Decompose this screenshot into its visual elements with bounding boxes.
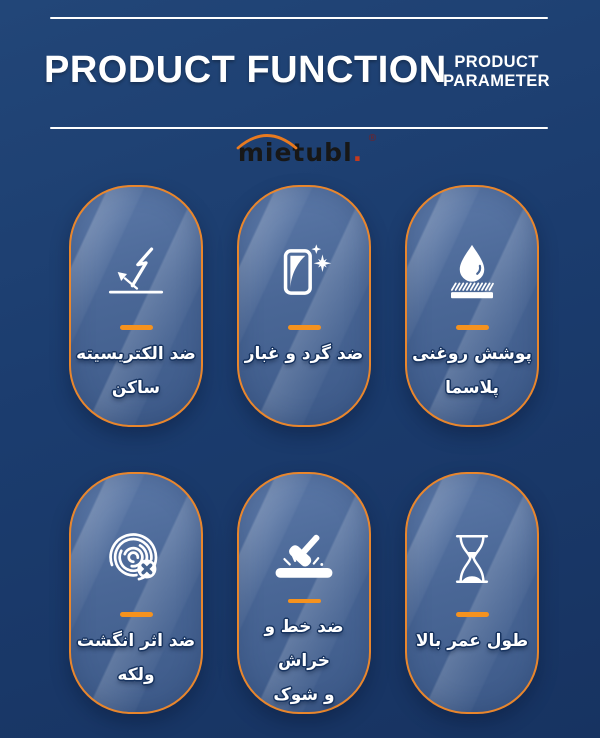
card-plasma-oil-coating — [405, 185, 539, 427]
anti-static-icon — [103, 246, 169, 298]
logo-text: mietubl — [237, 138, 353, 167]
card-divider — [288, 599, 321, 603]
card-label: ضد گرد و غبار — [244, 344, 364, 364]
card-anti-scratch-shock — [237, 472, 371, 714]
card-divider — [456, 612, 489, 617]
card-long-lifespan — [405, 472, 539, 714]
header-subtitle — [443, 53, 550, 91]
anti-fingerprint-icon — [107, 530, 165, 588]
card-divider — [456, 325, 489, 330]
card-anti-static — [69, 185, 203, 427]
logo-dot: . — [352, 138, 363, 167]
logo-arc-icon — [235, 127, 299, 151]
card-anti-fingerprint — [69, 472, 203, 714]
feature-cards-grid — [69, 185, 539, 714]
oil-coating-icon — [444, 242, 500, 302]
card-label: طول عمر بالا — [415, 631, 529, 651]
top-divider-line — [50, 17, 548, 19]
card-divider — [288, 325, 321, 330]
anti-scratch-icon — [272, 523, 336, 581]
card-label: ضد اثر انگشت ولکه — [76, 631, 196, 685]
card-divider — [120, 325, 153, 330]
card-label: ضد الکتریسیته ساکن — [76, 344, 196, 398]
card-label: پوشش روغنی پلاسما — [412, 344, 532, 398]
brand-logo — [0, 133, 600, 167]
subtitle-line-1: PRODUCT — [454, 53, 539, 71]
anti-dust-icon — [275, 243, 333, 301]
registered-mark: ® — [368, 133, 377, 144]
subtitle-line-2: PARAMETER — [443, 72, 550, 90]
card-divider — [120, 612, 153, 617]
card-anti-dust — [237, 185, 371, 427]
page-title: PRODUCT FUNCTION — [44, 49, 447, 91]
mid-divider-line — [50, 127, 548, 129]
lifespan-icon — [444, 530, 500, 588]
card-label: ضد خط و خراش و شوک — [264, 617, 344, 705]
